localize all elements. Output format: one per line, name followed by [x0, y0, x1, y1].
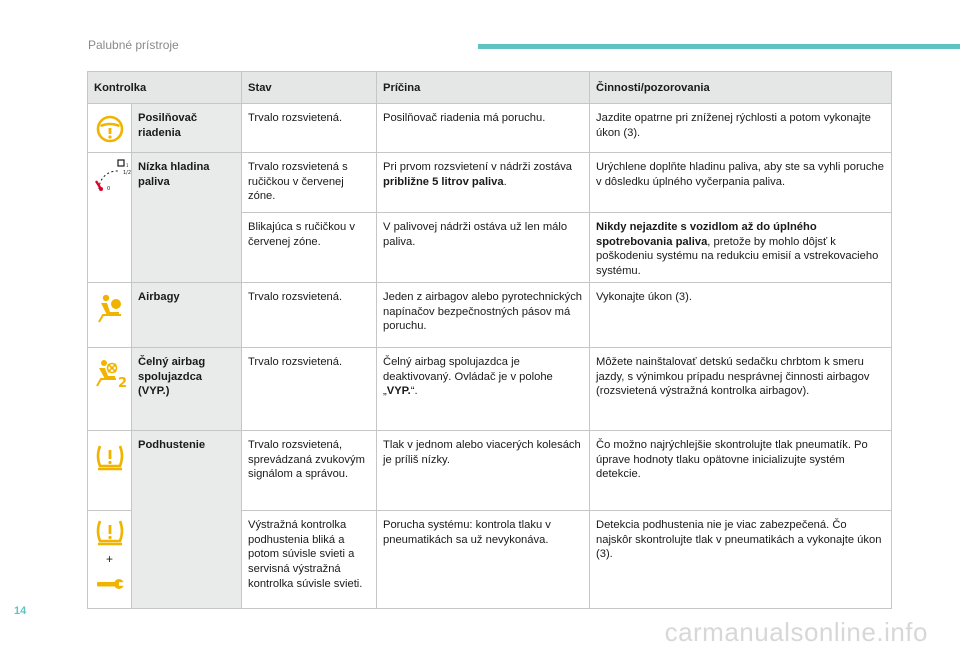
- table-row: [88, 431, 892, 511]
- cause-cell: [377, 153, 590, 213]
- icon-cell: [88, 283, 132, 348]
- action-cell: Detekcia podhustenia nie je viac zabezpečená. Čo najskôr skontrolujte tlak v pneumatikách a vykonajte úkon (3).: [590, 511, 892, 609]
- action-cell: Urýchlene doplňte hladinu paliva, aby ste sa vyhli poruche v dôsledku úplného vyčerpania paliva.: [590, 153, 892, 213]
- name-line: (VYP.): [138, 385, 170, 398]
- table-row: [88, 153, 892, 213]
- cause-text: .: [503, 175, 507, 188]
- cause-text: Pri prvom rozsvietení v nádrži zostáva: [383, 161, 573, 173]
- tyre-pressure-icon: [94, 442, 126, 472]
- gauge-mark-full: 1: [125, 163, 129, 168]
- table-row: [88, 104, 892, 153]
- name-line: Nízka hladina: [138, 161, 210, 173]
- warning-name: [132, 153, 242, 283]
- name-line: paliva: [138, 175, 170, 188]
- warning-name: [132, 431, 242, 609]
- gauge-mark-empty: 0: [106, 186, 110, 192]
- airbag-icon: [94, 292, 126, 324]
- table-row: [88, 348, 892, 431]
- table-row: [88, 283, 892, 348]
- name-line: spolujazdca: [138, 370, 203, 383]
- cause-cell: [377, 348, 590, 431]
- state-cell: Blikajúca s ručičkou v červenej zóne.: [242, 213, 377, 283]
- icon-cell: [88, 511, 132, 609]
- cause-text: Čelný airbag spolujazdca je deaktivovaný. Ovládač je v polohe „: [383, 356, 553, 398]
- cause-emphasis: VYP.: [386, 385, 411, 398]
- tyre-pressure-icon: [94, 517, 126, 547]
- warning-name: [132, 104, 242, 153]
- svg-text:2: 2: [117, 376, 127, 392]
- warning-name: [132, 348, 242, 431]
- table-header-row: [88, 72, 892, 104]
- state-cell: Výstražná kontrolka podhustenia bliká a potom súvisle svieti a servisná výstražná kontrolka súvisle svieti.: [242, 511, 377, 609]
- watermark: carmanualsonline.info: [664, 617, 928, 647]
- column-header-kontrolka: Kontrolka: [88, 72, 242, 104]
- name-line: riadenia: [138, 126, 181, 139]
- power-steering-icon: [95, 114, 125, 144]
- cause-cell: Posilňovač riadenia má poruchu.: [377, 104, 590, 153]
- warning-name: [132, 283, 242, 348]
- passenger-airbag-off-icon: [92, 357, 128, 392]
- header-accent-bar: [478, 44, 960, 49]
- cause-cell: Tlak v jednom alebo viacerých kolesách je príliš nízky.: [377, 431, 590, 511]
- state-cell: Trvalo rozsvietená, sprevádzaná zvukovým signálom a správou.: [242, 431, 377, 511]
- warning-lights-table: [87, 71, 892, 609]
- cause-cell: Jeden z airbagov alebo pyrotechnických napínačov bezpečnostných pásov má poruchu.: [377, 283, 590, 348]
- column-header-stav: Stav: [242, 72, 377, 104]
- plus-sign: +: [105, 552, 113, 567]
- gauge-mark-half: 1/2: [122, 170, 131, 176]
- column-header-pricina: Príčina: [377, 72, 590, 104]
- page-number: 14: [14, 605, 27, 617]
- icon-cell: [88, 348, 132, 431]
- icon-cell: [88, 104, 132, 153]
- cause-emphasis: približne 5 litrov paliva: [383, 175, 504, 188]
- wrench-icon: [94, 575, 126, 593]
- state-cell: Trvalo rozsvietená.: [242, 104, 377, 153]
- name-line: Podhustenie: [138, 439, 206, 452]
- cause-cell: Porucha systému: kontrola tlaku v pneumatikách sa už nevykonáva.: [377, 511, 590, 609]
- action-text: , pretože by mohlo dôjsť k poškodeniu systému na redukciu emisií a vstrekovacieho systému.: [596, 235, 879, 277]
- action-emphasis: Nikdy nejazdite s vozidlom až do úplného spotrebovania paliva: [596, 221, 817, 248]
- action-cell: Jazdite opatrne pri zníženej rýchlosti a potom vykonajte úkon (3).: [590, 104, 892, 153]
- name-line: Čelný airbag: [138, 356, 206, 369]
- column-header-cinnosti: Činnosti/pozorovania: [590, 72, 892, 104]
- action-cell: Vykonajte úkon (3).: [590, 283, 892, 348]
- name-line: Airbagy: [138, 291, 180, 304]
- cause-cell: V palivovej nádrži ostáva už len málo paliva.: [377, 213, 590, 283]
- section-title: Palubné prístroje: [88, 38, 179, 52]
- action-cell: [590, 213, 892, 283]
- state-cell: Trvalo rozsvietená.: [242, 283, 377, 348]
- state-cell: Trvalo rozsvietená.: [242, 348, 377, 431]
- state-cell: Trvalo rozsvietená s ručičkou v červenej zóne.: [242, 153, 377, 213]
- icon-cell: [88, 431, 132, 511]
- action-cell: Čo možno najrýchlejšie skontrolujte tlak pneumatík. Po úprave hodnoty tlaku opätovne inicializujte systém detekcie.: [590, 431, 892, 511]
- fuel-gauge-icon: [92, 159, 131, 193]
- cause-text: “.: [410, 385, 418, 398]
- icon-cell: [88, 153, 132, 283]
- name-line: Posilňovač: [138, 112, 198, 124]
- action-cell: Môžete nainštalovať detskú sedačku chrbtom k smeru jazdy, s výnimkou prípadu nesprávnej činnosti airbagov (rozsvietená výstražná kontrolka airbagov).: [590, 348, 892, 431]
